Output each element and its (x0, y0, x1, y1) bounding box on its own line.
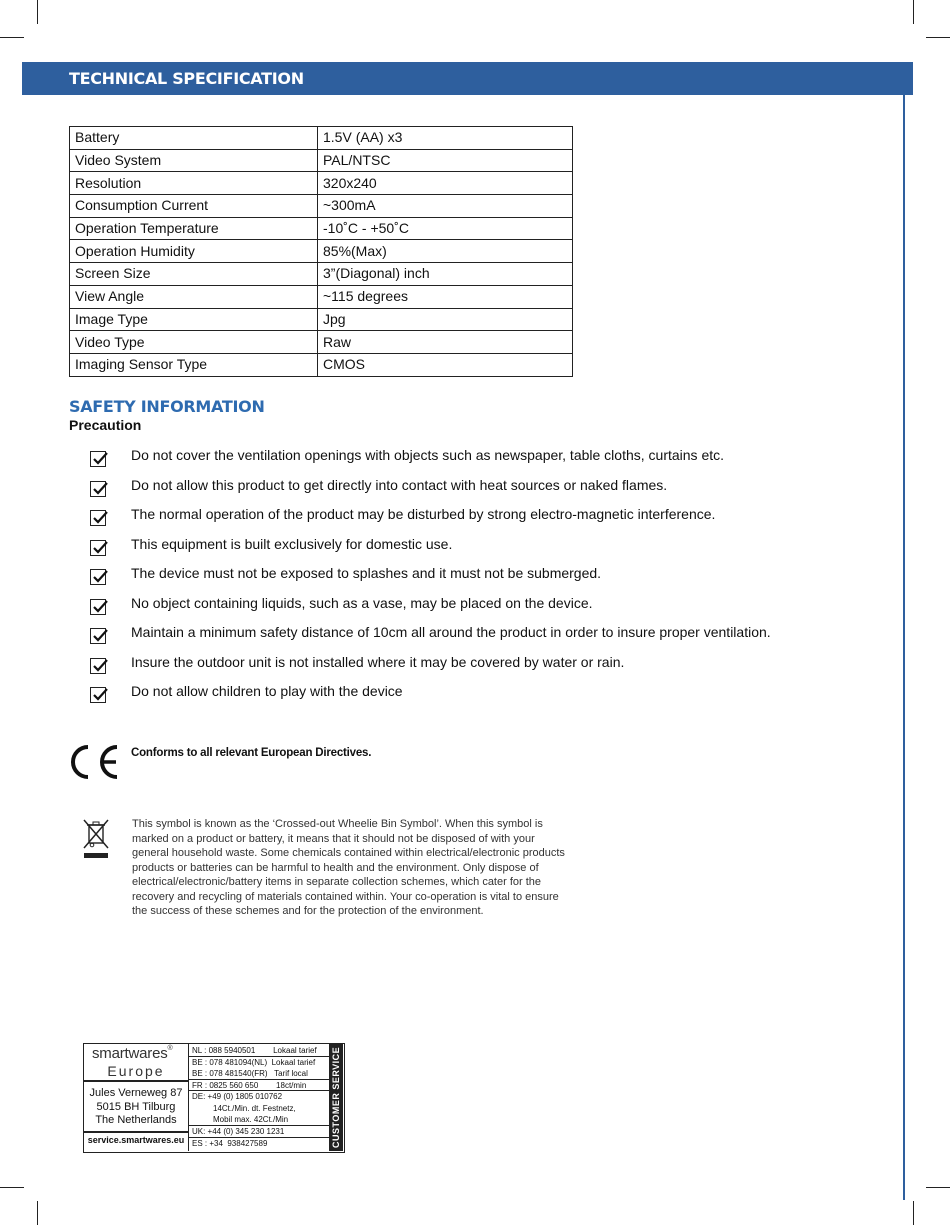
spec-table (69, 126, 573, 377)
service-phone-line: DE: +49 (0) 1805 010762 (192, 1092, 283, 1101)
brand-logo (92, 1045, 172, 1062)
checked-box-icon (90, 687, 106, 703)
checked-box-icon (90, 510, 106, 526)
precaution-subtitle: Precaution (69, 417, 142, 433)
precaution-text: The device must not be exposed to splashes and it must not be submerged. (131, 565, 602, 581)
precaution-item (90, 624, 840, 648)
weee-text-line: general household waste. Some chemicals contained within electrical/electronic products (132, 847, 565, 859)
customer-service-card (83, 1043, 345, 1153)
crop-mark (913, 1201, 914, 1225)
company-address (84, 1087, 188, 1128)
crop-mark (0, 37, 24, 38)
spec-row (70, 195, 573, 218)
spec-label: Video System (70, 149, 318, 172)
spec-value: 3”(Diagonal) inch (318, 263, 573, 286)
checked-box-icon (90, 569, 106, 585)
service-phone-line: ES : +34 938427589 (192, 1139, 268, 1148)
spec-label: Image Type (70, 308, 318, 331)
spec-label: Battery (70, 127, 318, 150)
precaution-text: No object containing liquids, such as a vase, may be placed on the device. (131, 594, 593, 611)
divider (189, 1125, 329, 1126)
crossed-out-bin-icon (82, 818, 110, 862)
checked-box-icon (90, 540, 106, 556)
precaution-item (90, 595, 840, 619)
spec-row (70, 331, 573, 354)
spec-row (70, 263, 573, 286)
weee-text-line: recovery and recycling of materials contained within. Your co-operation is vital to ensure (132, 890, 559, 903)
spec-label: View Angle (70, 285, 318, 308)
safety-title: SAFETY INFORMATION (69, 397, 265, 416)
customer-service-label: CUSTOMER SERVICE (331, 1046, 341, 1148)
crop-mark (0, 1187, 24, 1188)
crop-mark (37, 1201, 38, 1225)
weee-text-line: products or batteries can be harmful to health and the environment. Only dispose of (132, 861, 539, 874)
service-website: service.smartwares.eu (87, 1135, 185, 1145)
checked-box-icon (90, 658, 106, 674)
brand-region: Europe (107, 1063, 165, 1079)
spec-value: PAL/NTSC (318, 149, 573, 172)
spec-label: Consumption Current (70, 195, 318, 218)
spec-row (70, 149, 573, 172)
spec-row (70, 217, 573, 240)
precaution-text: Maintain a minimum safety distance of 10cm all around the product in order to insure proper ventilation. (131, 624, 771, 640)
service-phone-line: BE : 078 481540(FR) Tarif local (192, 1069, 308, 1078)
right-margin-rule (903, 95, 905, 1200)
spec-row (70, 285, 573, 308)
crop-mark (926, 1187, 950, 1188)
spec-row (70, 308, 573, 331)
service-phone-line: BE : 078 481094(NL) Lokaal tarief (192, 1058, 316, 1067)
divider (189, 1079, 329, 1080)
divider (84, 1080, 188, 1082)
spec-row (70, 127, 573, 150)
precaution-item (90, 683, 840, 707)
divider (189, 1137, 329, 1138)
service-phone-line: Mobil max. 42Ct./Min (213, 1115, 289, 1124)
precaution-text: Insure the outdoor unit is not installed where it may be covered by water or rain. (131, 653, 625, 670)
spec-row (70, 240, 573, 263)
crop-mark (37, 0, 38, 24)
spec-value: 1.5V (AA) x3 (318, 127, 573, 150)
service-phone-line: NL : 088 5940501 Lokaal tarief (192, 1046, 317, 1055)
brand-registered-mark: ® (167, 1045, 173, 1052)
brand-panel (84, 1044, 189, 1151)
address-line: The Netherlands (95, 1114, 177, 1126)
crop-mark (926, 37, 950, 38)
precaution-item (90, 565, 840, 589)
weee-disposal-text (132, 817, 592, 919)
weee-text-line: the success of these schemes and for the protection of the environment. (132, 905, 484, 917)
spec-value: -10˚C - +50˚C (318, 217, 573, 240)
precaution-text: Do not allow this product to get directly into contact with heat sources or naked flames. (131, 476, 668, 493)
weee-text-line: electrical/electronic/battery items in separate collection schemes, which cater for the (132, 876, 542, 888)
section-header-bar (22, 62, 913, 95)
service-phone-list (189, 1044, 329, 1151)
spec-value: ~115 degrees (318, 285, 573, 308)
spec-label: Operation Humidity (70, 240, 318, 263)
address-line: 5015 BH Tilburg (96, 1100, 176, 1113)
spec-value: 320x240 (318, 172, 573, 195)
spec-value: 85%(Max) (318, 240, 573, 263)
address-line: Jules Verneweg 87 (89, 1087, 183, 1099)
weee-text-line: This symbol is known as the ‘Crossed-out Wheelie Bin Symbol’. When this symbol is (132, 818, 543, 830)
ce-mark-icon (68, 744, 120, 780)
checked-box-icon (90, 451, 106, 467)
checked-box-icon (90, 628, 106, 644)
divider (189, 1056, 329, 1057)
precaution-text: The normal operation of the product may be disturbed by strong electro-magnetic interference. (131, 506, 716, 522)
brand-name: smartwares (92, 1045, 168, 1062)
precaution-text: This equipment is built exclusively for domestic use. (131, 535, 453, 552)
precaution-item (90, 536, 840, 560)
spec-value: Raw (318, 331, 573, 354)
weee-text-line: marked on a product or battery, it means that it should not be disposed of with your (132, 832, 535, 845)
divider (84, 1131, 188, 1133)
service-phone-line: 14Ct./Min. dt. Festnetz, (213, 1104, 296, 1113)
spec-label: Screen Size (70, 263, 318, 286)
precaution-item (90, 447, 840, 471)
checked-box-icon (90, 481, 106, 497)
spec-label: Video Type (70, 331, 318, 354)
checked-box-icon (90, 599, 106, 615)
spec-row (70, 172, 573, 195)
precaution-text: Do not allow children to play with the device (131, 683, 403, 699)
spec-value: Jpg (318, 308, 573, 331)
spec-value: CMOS (318, 353, 573, 376)
page-title: TECHNICAL SPECIFICATION (69, 69, 304, 88)
spec-label: Resolution (70, 172, 318, 195)
precaution-text: Do not cover the ventilation openings with objects such as newspaper, table cloths, curtains etc. (131, 447, 725, 463)
service-phone-line: FR : 0825 560 650 18ct/min (192, 1081, 307, 1090)
ce-conformity-text: Conforms to all relevant European Directives. (131, 747, 372, 759)
spec-label: Imaging Sensor Type (70, 353, 318, 376)
service-phone-line: UK: +44 (0) 345 230 1231 (192, 1127, 285, 1136)
precaution-item (90, 477, 840, 501)
precaution-item (90, 506, 840, 530)
crop-mark (913, 0, 914, 24)
divider (189, 1090, 329, 1091)
precaution-item (90, 654, 840, 678)
spec-row (70, 353, 573, 376)
spec-label: Operation Temperature (70, 217, 318, 240)
spec-value: ~300mA (318, 195, 573, 218)
